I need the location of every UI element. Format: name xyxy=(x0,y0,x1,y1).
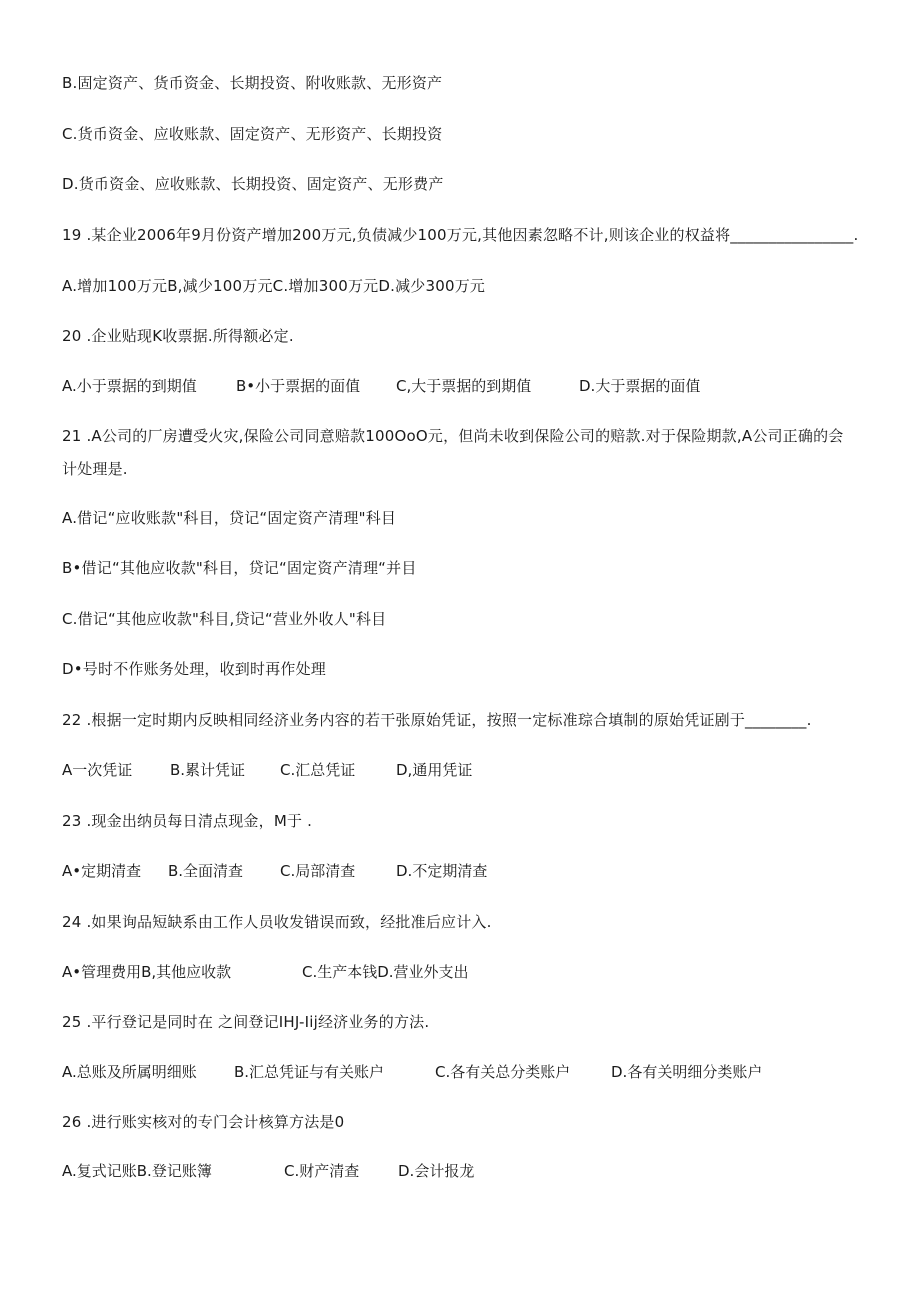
question-23-options xyxy=(62,861,862,881)
option-b: B•小于票据的面值 xyxy=(236,377,361,395)
question-24-options xyxy=(62,962,862,982)
option-c-line: C.货币资金、应收账款、固定资产、无形资产、长期投资 xyxy=(62,125,443,143)
question-26-options xyxy=(62,1161,862,1181)
option-a-b: A.复式记账B.登记账簿 xyxy=(62,1162,212,1180)
option-b: B.汇总凭证与有关账户 xyxy=(234,1063,385,1081)
question-26: 26 .进行账实核对的专门会计核算方法是0 xyxy=(62,1113,345,1131)
option-c: C.各有关总分类账户 xyxy=(435,1063,571,1081)
option-c: C.汇总凭证 xyxy=(280,761,356,779)
option-d: D.会计报龙 xyxy=(398,1162,475,1180)
option-a-b: A•管理费用B,其他应收款 xyxy=(62,963,232,981)
question-25-options xyxy=(62,1062,862,1082)
option-a: A一次凭证 xyxy=(62,761,133,779)
option-d: D.各有关明细分类账户 xyxy=(611,1063,763,1081)
option-c: C.财产清查 xyxy=(284,1162,360,1180)
option-d: D,通用凭证 xyxy=(396,761,473,779)
option-d-line: D.货币资金、应收账款、长期投资、固定资产、无形费产 xyxy=(62,175,444,193)
question-24: 24 .如果询品短缺系由工作人员收发错误而致，经批准后应计入. xyxy=(62,913,492,931)
question-20-options xyxy=(62,376,862,396)
option-a: A•定期清查 xyxy=(62,862,142,880)
question-21-option-a: A.借记“应收账款"科目，贷记“固定资产清理"科目 xyxy=(62,509,397,527)
question-22: 22 .根据一定时期内反映相同经济业务内容的若干张原始凭证，按照一定标准琮合填制的原始凭证剧于________. xyxy=(62,711,812,729)
option-d: D.不定期清查 xyxy=(396,862,488,880)
question-23: 23 .现金出纳员每日清点现金，M于 . xyxy=(62,812,313,830)
option-d: D.大于票据的面值 xyxy=(579,377,701,395)
question-25: 25 .平行登记是同时在 之间登记IHJ-Iij经济业务的方法. xyxy=(62,1013,430,1031)
option-c: C,大于票据的到期值 xyxy=(396,377,532,395)
option-c: C.局部清查 xyxy=(280,862,356,880)
question-21-option-d: D•号时不作账务处理，收到时再作处理 xyxy=(62,660,326,678)
question-21: 21 .A公司的厂房遭受火灾,保险公司同意赔款100OoO元，但尚未收到保险公司的赔款.对于保险期款,A公司正确的会计处理是. xyxy=(62,427,844,478)
option-c-d: C.生产本钱D.营业外支出 xyxy=(302,963,469,981)
option-a: A.总账及所属明细账 xyxy=(62,1063,197,1081)
question-22-options xyxy=(62,760,862,780)
question-20: 20 .企业贴现K收票据.所得额必定. xyxy=(62,327,294,345)
question-19: 19 .某企业2006年9月份资产增加200万元,负债减少100万元,其他因素忽略不计,则该企业的权益将________________. xyxy=(62,226,859,244)
option-b-line: B.固定资产、货币资金、长期投资、附收账款、无形资产 xyxy=(62,74,443,92)
option-b: B.累计凭证 xyxy=(170,761,246,779)
option-b: B.全面清查 xyxy=(168,862,244,880)
question-21-option-c: C.借记“其他应收款"科目,贷记“营业外收人"科目 xyxy=(62,610,387,628)
question-21-option-b: B•借记“其他应收款"科目，贷记“固定资产清理“并目 xyxy=(62,559,417,577)
option-a: A.小于票据的到期值 xyxy=(62,377,197,395)
question-19-options: A.增加100万元B,减少100万元C.增加300万元D.减少300万元 xyxy=(62,277,486,295)
